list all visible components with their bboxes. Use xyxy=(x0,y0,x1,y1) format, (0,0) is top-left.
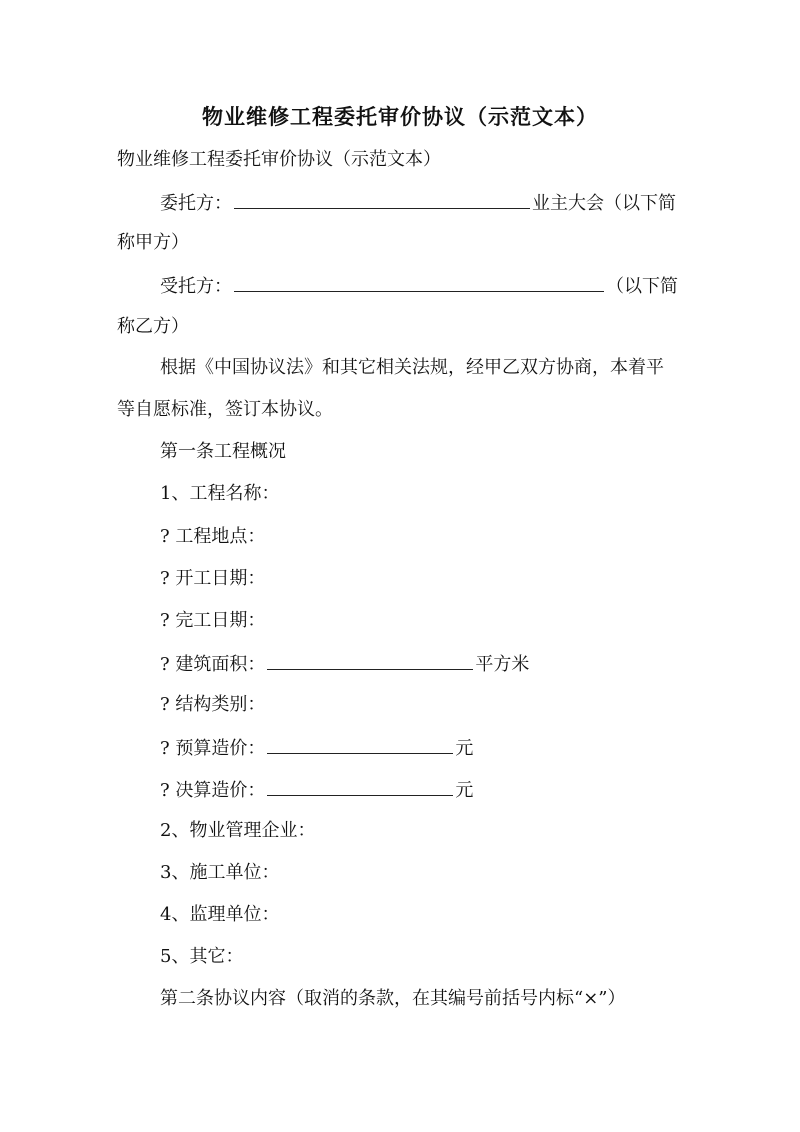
article-1-heading: 第一条工程概况 xyxy=(160,441,286,462)
party-b-blank xyxy=(234,271,604,292)
party-a-continuation: 称甲方） xyxy=(117,232,189,253)
party-a-blank xyxy=(234,188,530,209)
budget-unit: 元 xyxy=(455,738,474,759)
supervision-unit-item: 4、监理单位： xyxy=(160,904,280,925)
preamble-line-2: 等自愿标准，签订本协议。 xyxy=(117,399,333,420)
area-blank xyxy=(267,649,473,670)
area-unit: 平方米 xyxy=(475,654,530,675)
other-item: 5、其它： xyxy=(160,946,244,967)
end-date-item: ? 完工日期： xyxy=(160,610,266,631)
preamble-line-1: 根据《中国协议法》和其它相关法规，经甲乙双方协商，本着平 xyxy=(160,357,664,378)
document-subtitle: 物业维修工程委托审价协议（示范文本） xyxy=(117,149,441,170)
property-company-item: 2、物业管理企业： xyxy=(160,820,316,841)
document-title: 物业维修工程委托审价协议（示范文本） xyxy=(202,104,598,129)
party-b-label: 受托方： xyxy=(160,276,232,297)
party-b-continuation: 称乙方） xyxy=(117,316,189,337)
area-label: ? 建筑面积： xyxy=(160,654,266,675)
final-cost-blank xyxy=(267,775,453,796)
party-a-suffix: 业主大会（以下简 xyxy=(532,193,676,214)
final-cost-unit: 元 xyxy=(455,780,474,801)
structure-item: ? 结构类别： xyxy=(160,694,266,715)
project-name-item: 1、工程名称： xyxy=(160,483,280,504)
budget-label: ? 预算造价： xyxy=(160,738,266,759)
party-a-label: 委托方： xyxy=(160,193,232,214)
party-b-suffix: （以下简 xyxy=(606,276,678,297)
party-a-line xyxy=(160,188,676,218)
party-b-line xyxy=(160,271,678,301)
construction-unit-item: 3、施工单位： xyxy=(160,862,280,883)
budget-blank xyxy=(267,733,453,754)
budget-item xyxy=(160,733,473,763)
article-2-heading: 第二条协议内容（取消的条款，在其编号前括号内标“×”） xyxy=(160,988,626,1009)
area-item xyxy=(160,649,529,679)
final-cost-item xyxy=(160,775,473,805)
final-cost-label: ? 决算造价： xyxy=(160,780,266,801)
location-item: ? 工程地点： xyxy=(160,526,266,547)
start-date-item: ? 开工日期： xyxy=(160,568,266,589)
